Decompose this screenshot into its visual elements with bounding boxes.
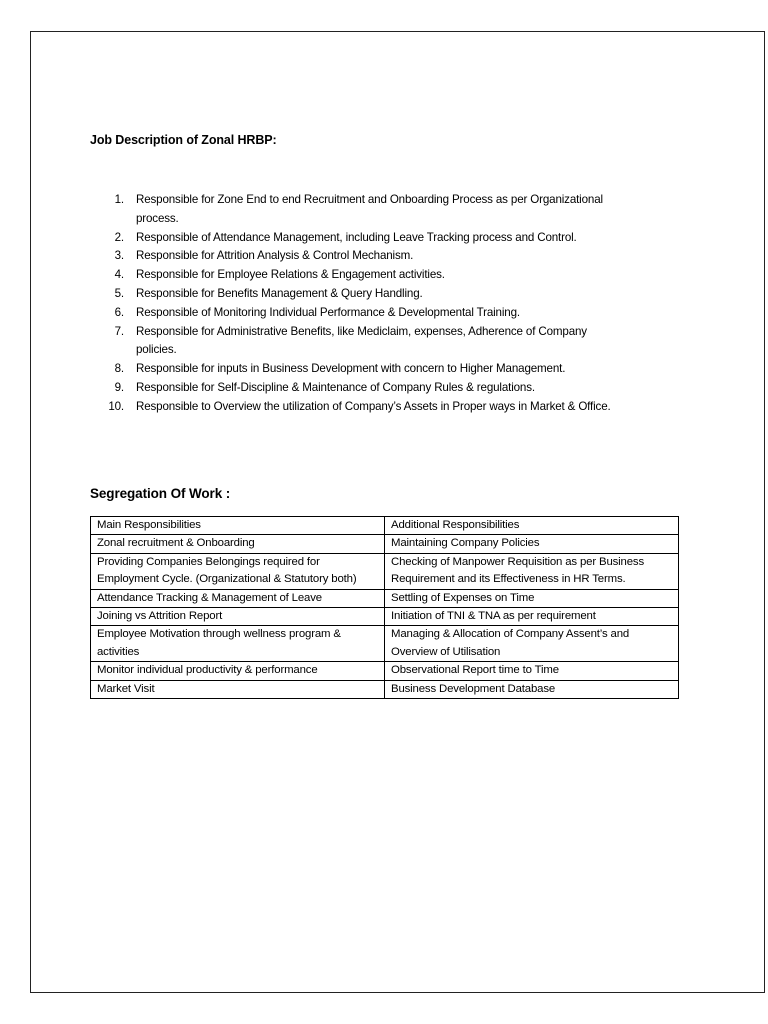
table-cell-main: Monitor individual productivity & performance bbox=[91, 662, 385, 680]
list-item-text: Responsible for Zone End to end Recruitment and Onboarding Process as per Organizational bbox=[136, 193, 603, 206]
table-header-main: Main Responsibilities bbox=[91, 517, 385, 535]
table-cell-main: Joining vs Attrition Report bbox=[91, 608, 385, 626]
list-item bbox=[90, 360, 690, 379]
segregation-table bbox=[90, 516, 679, 699]
list-item bbox=[90, 247, 690, 266]
table-cell-main: Providing Companies Belongings required for Employment Cycle. (Organizational & Statutory both) bbox=[91, 553, 385, 589]
table-row bbox=[91, 680, 679, 698]
table-row bbox=[91, 662, 679, 680]
table-row bbox=[91, 608, 679, 626]
list-item-number: 9. bbox=[114, 380, 124, 394]
list-item bbox=[90, 285, 690, 304]
list-item-text: Responsible for inputs in Business Development with concern to Higher Management. bbox=[136, 362, 566, 376]
list-item-number: 3. bbox=[114, 249, 124, 263]
list-item-text: Responsible of Monitoring Individual Performance & Developmental Training. bbox=[136, 305, 520, 319]
document-page bbox=[30, 31, 765, 993]
list-item bbox=[90, 229, 690, 248]
list-item-text: Responsible for Administrative Benefits, like Mediclaim, expenses, Adherence of Company bbox=[136, 324, 587, 338]
list-item bbox=[90, 266, 690, 285]
table-cell-additional: Business Development Database bbox=[385, 680, 679, 698]
list-item bbox=[90, 379, 690, 398]
list-item-text: Responsible of Attendance Management, including Leave Tracking process and Control. bbox=[136, 230, 577, 244]
list-item bbox=[90, 191, 690, 229]
table-row bbox=[91, 626, 679, 662]
table-row bbox=[91, 535, 679, 553]
list-item-text: Responsible for Attrition Analysis & Control Mechanism. bbox=[136, 249, 414, 263]
table-cell-main: Attendance Tracking & Management of Leave bbox=[91, 589, 385, 607]
table-cell-additional: Maintaining Company Policies bbox=[385, 535, 679, 553]
list-item-number: 8. bbox=[114, 362, 124, 376]
table-row bbox=[91, 553, 679, 589]
table-header-row bbox=[91, 517, 679, 535]
list-item bbox=[90, 323, 690, 361]
table-row bbox=[91, 589, 679, 607]
segregation-title: Segregation Of Work : bbox=[90, 486, 231, 501]
table-cell-main: Employee Motivation through wellness program & activities bbox=[91, 626, 385, 662]
list-item-text: Responsible to Overview the utilization of Company’s Assets in Proper ways in Market & Office. bbox=[136, 399, 611, 413]
responsibilities-list bbox=[90, 191, 690, 417]
list-item-text: Responsible for Self-Discipline & Maintenance of Company Rules & regulations. bbox=[136, 380, 535, 394]
table-cell-main: Market Visit bbox=[91, 680, 385, 698]
list-item-number: 2. bbox=[114, 230, 124, 244]
document-title: Job Description of Zonal HRBP: bbox=[90, 133, 277, 147]
table-cell-additional: Initiation of TNI & TNA as per requirement bbox=[385, 608, 679, 626]
table-header-additional: Additional Responsibilities bbox=[385, 517, 679, 535]
table-cell-additional: Observational Report time to Time bbox=[385, 662, 679, 680]
list-item-number: 6. bbox=[114, 305, 124, 319]
table-cell-additional: Settling of Expenses on Time bbox=[385, 589, 679, 607]
table-cell-main: Zonal recruitment & Onboarding bbox=[91, 535, 385, 553]
list-item-number: 5. bbox=[114, 286, 124, 300]
list-item-text: Responsible for Benefits Management & Query Handling. bbox=[136, 286, 423, 300]
table-cell-additional: Checking of Manpower Requisition as per Business Requirement and its Effectiveness in HR Terms. bbox=[385, 553, 679, 589]
list-item-number: 4. bbox=[114, 268, 124, 282]
table-cell-additional: Managing & Allocation of Company Assent’s and Overview of Utilisation bbox=[385, 626, 679, 662]
list-item-text: Responsible for Employee Relations & Engagement activities. bbox=[136, 268, 445, 282]
list-item-text-continued: process. bbox=[136, 211, 179, 225]
list-item-text-continued: policies. bbox=[136, 343, 177, 357]
list-item-number: 10. bbox=[108, 399, 124, 413]
list-item-number: 1. bbox=[114, 193, 124, 206]
list-item-number: 7. bbox=[114, 324, 124, 338]
list-item bbox=[90, 398, 690, 417]
list-item bbox=[90, 304, 690, 323]
